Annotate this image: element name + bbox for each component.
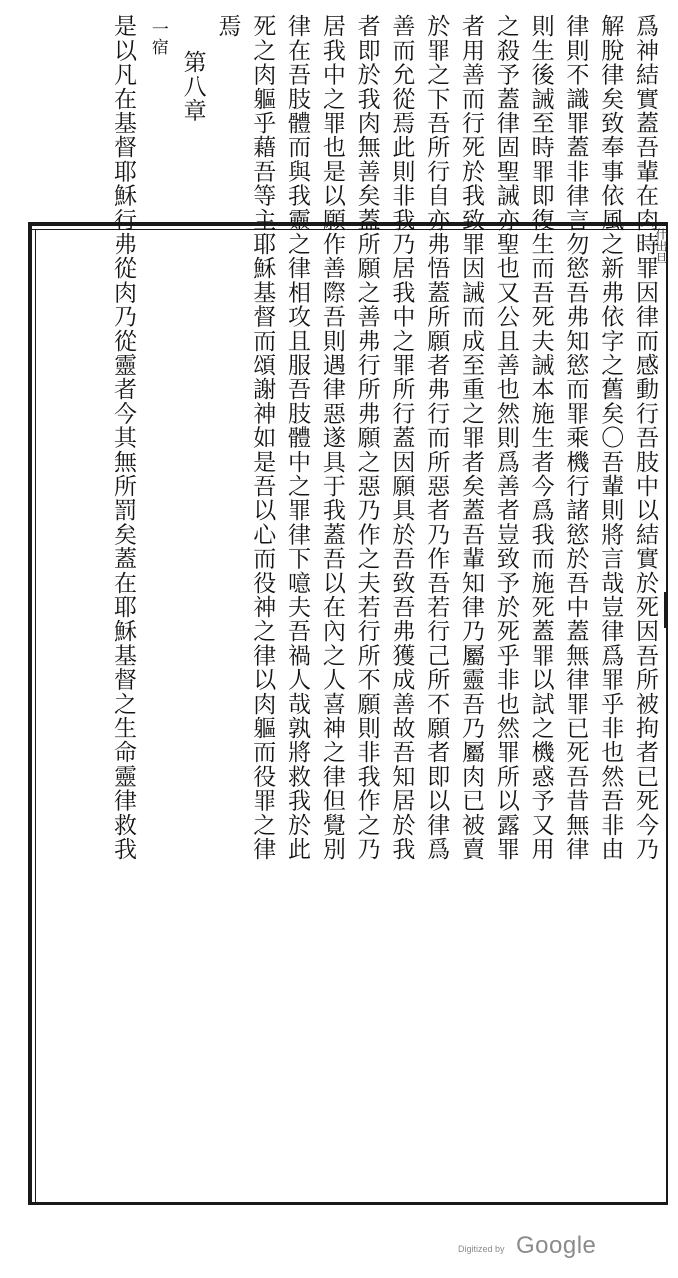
running-header-fragment: 什出旦	[654, 228, 668, 264]
text-column: 於罪之下吾所行自亦弗悟蓋所願者弗行而所惡者乃作吾若行己所不願者即以律爲	[423, 14, 450, 861]
vertical-text-body	[36, 14, 662, 979]
google-logo: Google	[516, 1232, 597, 1259]
text-column: 者即於我肉無善矣蓋所願之善弗行所弗願之惡乃作之夫若行所不願則非我作之乃	[353, 14, 380, 861]
text-column: 則生後誡至時罪即復生而吾死夫誡本施生者今爲我而施死蓋罪以試之機惑予又用	[527, 14, 554, 861]
text-column: 是以凡在基督耶穌行弗從肉乃從靈者今其無所罰矣蓋在耶穌基督之生命靈律救我	[110, 14, 137, 861]
text-column: 律在吾肢體而與我靈之律相攻且服吾肢體中之罪律下噫夫吾禍人哉孰將救我於此	[284, 14, 311, 861]
frame-right-border	[666, 222, 668, 1205]
text-column: 居我中之罪也是以願作善際吾則遇律惡遂具于我蓋吾以在內之人喜神之律但覺別	[318, 14, 345, 861]
frame-left-border	[28, 222, 32, 1205]
footnote-label: 一宿	[147, 20, 168, 57]
text-column: 爲神結實蓋吾輩在肉時罪因律而感動行吾肢中以結實於死因吾所被拘者已死今乃	[632, 14, 658, 861]
text-column: 善而允從焉此則非我乃居我中之罪所行蓋因願具於吾致吾弗獲成善故吾知居於我	[388, 14, 415, 861]
text-column: 律則不識罪蓋非律言勿慾吾弗知慾而罪乘機行諸慾於吾中蓋無律罪已死吾昔無律	[562, 14, 589, 861]
text-column: 之殺予蓋律固聖誡亦聖也又公且善也然則爲善者豈致予於死乎非也然罪所以露罪	[492, 14, 519, 861]
frame-bottom-border	[28, 1202, 668, 1205]
margin-rule-mark	[664, 592, 666, 628]
watermark-prefix: Digitized by	[458, 1244, 505, 1254]
text-column: 死之肉軀乎藉吾等主耶穌基督而頌謝神如是吾以心而役神之律以肉軀而役罪之律	[249, 14, 276, 861]
text-column: 解脫律矣致奉事依風之新弗依字之舊矣〇吾輩則將言哉豈律爲罪乎非也然吾非由	[597, 14, 624, 861]
google-watermark	[458, 1232, 608, 1262]
text-column-closing: 焉	[214, 14, 241, 39]
text-column: 者用善而行死於我致罪因誡而成至重之罪者矣蓋吾輩知律乃屬靈吾乃屬肉已被賣	[458, 14, 485, 861]
chapter-heading: 第八章	[179, 50, 206, 123]
